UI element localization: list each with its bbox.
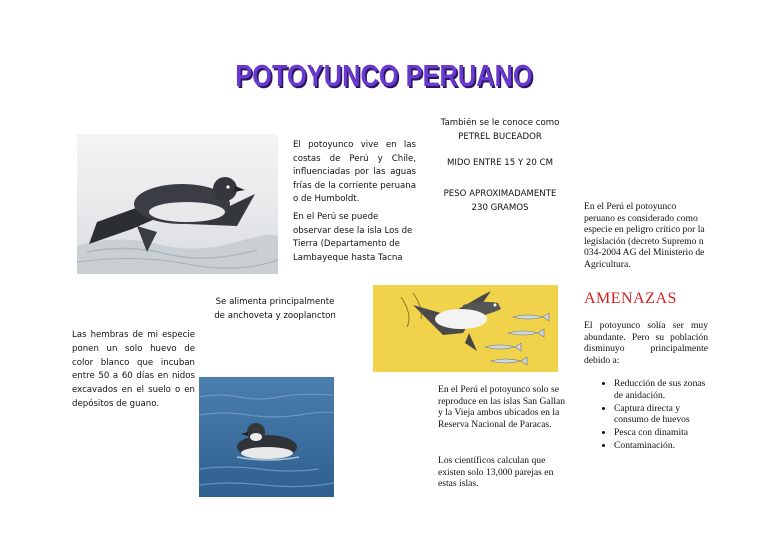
petrel-diving-illustration [373, 285, 558, 372]
intro-paragraph-1: El potoyunco vive en las costas de Perú y Chile, influenciadas por las aguas frías de la corriente peruana o de Humboldt. [293, 140, 416, 204]
intro-paragraph-2: En el Perú se puede observar dese la isla Los de Tierra (Departamento de Lambayeque hasta Tacna [293, 212, 413, 263]
threats-intro: El potoyunco solía ser muy abundante. Pero su población disminuyo principalmente debido a: [584, 320, 708, 366]
reproduction-paragraph-1: En el Perú el potoyunco solo se reproduce en las islas San Gallan y la Vieja ambos ubicados en la Reserva Nacional de Paracas. [438, 384, 566, 430]
aka-line-2: PETREL BUCEADOR [458, 131, 542, 142]
threats-list [584, 378, 710, 453]
reproduction-paragraph-2: Los científicos calculan que existen solo 13,000 parejas en estas islas. [438, 455, 554, 489]
threat-item: • Reducción de sus zonas de anidación. [614, 378, 710, 402]
threat-item: • Captura directa y consumo de huevos [614, 403, 710, 427]
diet-line-1: Se alimenta principalmente [215, 297, 335, 307]
threat-item: • Contaminación. [614, 440, 710, 452]
threats-heading: AMENAZAS [584, 290, 677, 307]
size-fact: MIDO ENTRE 15 Y 20 CM [446, 158, 554, 168]
conservation-status-text: En el Perú el potoyunco peruano es considerado como especie en peligro crítico por la legislación (decreto Supremo n 034-2004 AG del Ministerio de Agricultura. [584, 201, 705, 270]
threat-item: • Pesca con dinamita [614, 427, 710, 439]
page-title: POTOYUNCO PERUANO [235, 58, 533, 93]
aka-line-1: También se le conoce como [440, 118, 560, 128]
weight-line-2: 230 GRAMOS [471, 202, 529, 213]
diet-line-2: de anchoveta y zooplancton [214, 310, 336, 321]
weight-line-1: PESO APROXIMADAMENTE [443, 189, 557, 199]
breeding-text: Las hembras de mi especie ponen un solo huevo de color blanco que incuban entre 50 a 60 días en nidos excavados en el suelo o en depósitos de guano. [72, 330, 195, 409]
petrel-swimming-photo [199, 377, 334, 497]
petrel-flying-photo [77, 134, 278, 274]
